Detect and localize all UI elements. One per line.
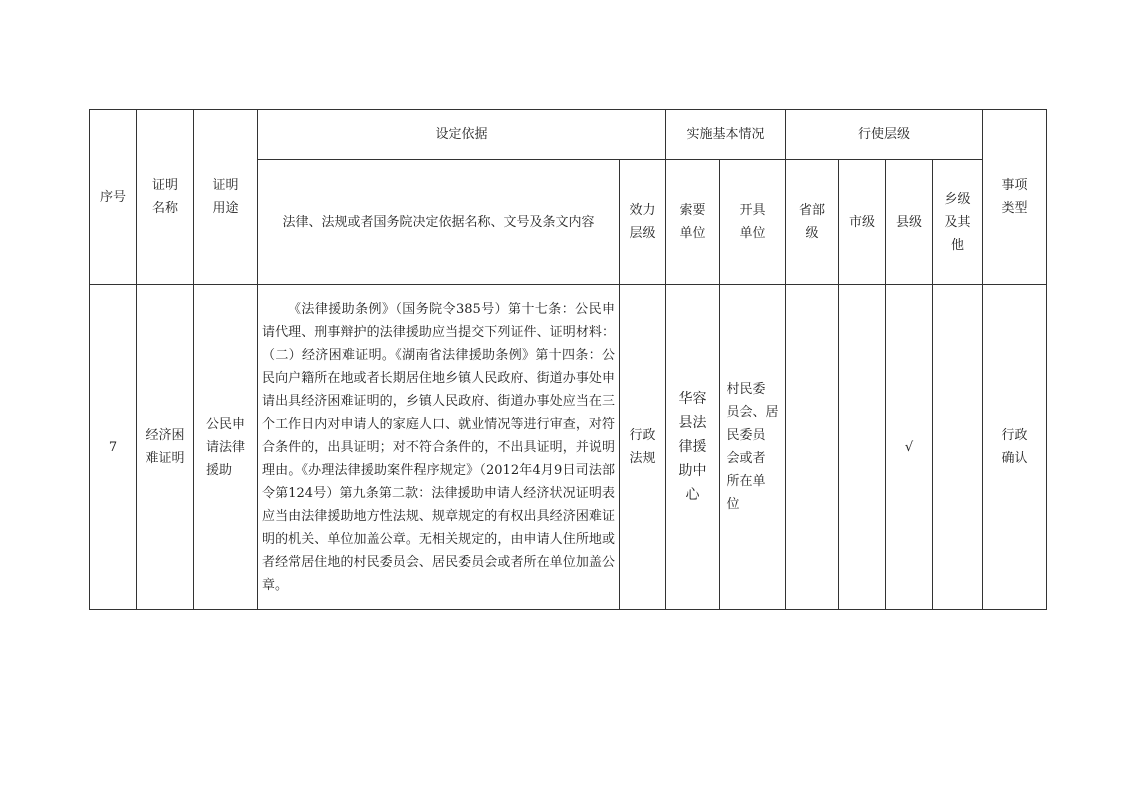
row-demand-unit: 华容 县法 律援 助中 心 [666,285,720,610]
header-basis-group: 设定依据 [258,110,666,160]
header-use: 证明 用途 [194,110,258,285]
header-seq: 序号 [90,110,137,285]
row-use: 公民申 请法律 援助 [194,285,258,610]
header-type: 事项 类型 [983,110,1047,285]
certificate-table [89,109,1047,610]
header-effect-level: 效力 层级 [620,160,666,285]
row-city-level [839,285,886,610]
row-type: 行政 确认 [983,285,1047,610]
header-row-1 [90,110,1047,160]
table-row [90,285,1047,610]
header-impl-group: 实施基本情况 [666,110,786,160]
check-mark-icon: √ [904,439,914,455]
header-demand-unit: 索要 单位 [666,160,720,285]
row-basis: 《法律援助条例》（国务院令385号）第十七条：公民申请代理、刑事辩护的法律援助应当提交下列证件、证明材料：（二）经济困难证明。《湖南省法律援助条例》第十四条：公民向户籍所在地或者长期居住地乡镇人民政府、街道办事处申请出具经济困难证明的，乡镇人民政府、街道办事处应当在三个工作日内对申请人的家庭人口、就业情况等进行审查，对符合条件的，出具证明；对不符合条件的，不出具证明，并说明理由。《办理法律援助案件程序规定》（2012年4月9日司法部令第124号）第九条第二款：法律援助申请人经济状况证明表应当由法律援助地方性法规、规章规定的有权出具经济困难证明的机关、单位加盖公章。无相关规定的，由申请人住所地或者经常居住地的村民委员会、居民委员会或者所在单位加盖公章。 [258,285,620,610]
row-town-level [933,285,983,610]
row-province-level [786,285,839,610]
header-level-group: 行使层级 [786,110,983,160]
header-county-level: 县级 [886,160,933,285]
header-issue-unit: 开具 单位 [720,160,786,285]
row-county-level [886,285,933,610]
header-town-level: 乡级 及其 他 [933,160,983,285]
row-effect-level: 行政 法规 [620,285,666,610]
header-province-level: 省部 级 [786,160,839,285]
header-name: 证明 名称 [137,110,194,285]
row-seq: 7 [90,285,137,610]
header-city-level: 市级 [839,160,886,285]
row-name: 经济困 难证明 [137,285,194,610]
header-basis-content: 法律、法规或者国务院决定依据名称、文号及条文内容 [258,160,620,285]
row-issue-unit: 村民委 员会、居 民委员 会或者 所在单 位 [720,285,786,610]
